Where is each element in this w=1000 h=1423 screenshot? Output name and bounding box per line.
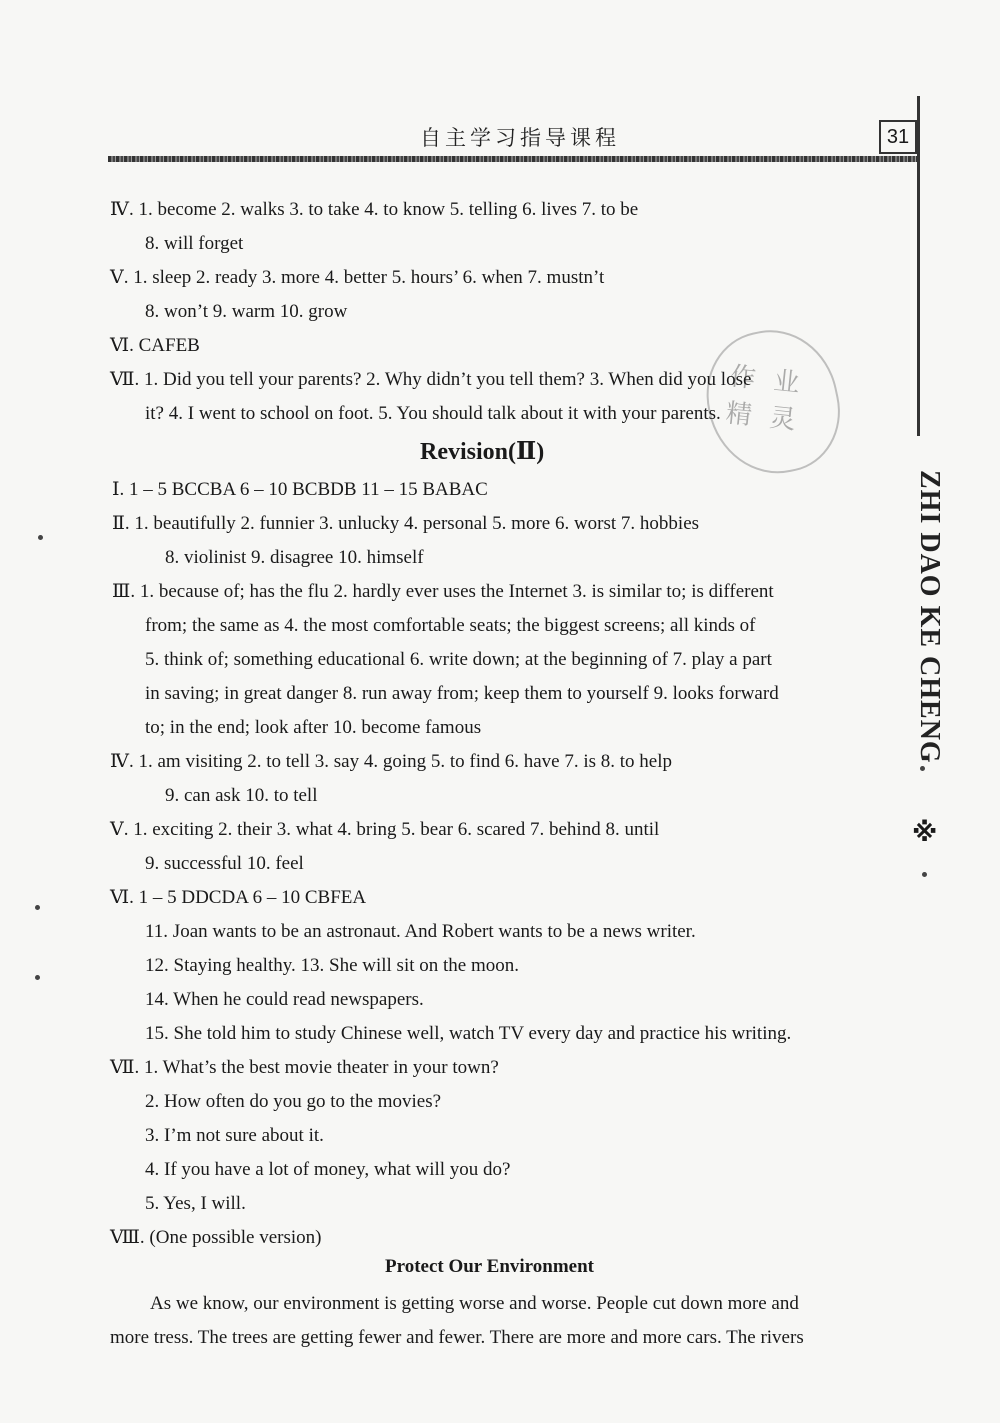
decor-dot [35,905,40,910]
essay-title: Protect Our Environment [385,1256,594,1277]
answer-line: Ⅰ. 1 – 5 BCCBA 6 – 10 BCBDB 11 – 15 BABAC [112,479,488,500]
answer-line: 8. won’t 9. warm 10. grow [145,301,348,322]
answer-line: Ⅴ. 1. sleep 2. ready 3. more 4. better 5. hours’ 6. when 7. mustn’t [110,267,605,288]
answer-line: it? 4. I went to school on foot. 5. You should talk about it with your parents. [145,403,721,424]
answer-line: 9. can ask 10. to tell [165,785,318,806]
margin-rule [917,96,920,436]
answer-line: 12. Staying healthy. 13. She will sit on the moon. [145,955,519,976]
side-ornament-icon: ※ [912,818,938,848]
answer-line: Ⅶ. 1. What’s the best movie theater in your town? [110,1057,499,1078]
side-title: ZHI DAO KE CHENG [914,470,945,764]
answer-line: 4. If you have a lot of money, what will you do? [145,1159,511,1180]
answer-line: 2. How often do you go to the movies? [145,1091,442,1112]
header-rule [108,156,920,162]
answer-line: 3. I’m not sure about it. [145,1125,324,1146]
answer-line: Ⅲ. 1. because of; has the flu 2. hardly ever uses the Internet 3. is similar to; is different [112,581,774,602]
essay-line: As we know, our environment is getting worse and worse. People cut down more and [150,1293,799,1314]
decor-dot [35,975,40,980]
page-number: 31 [879,120,917,154]
page-header-title: 自主学习指导课程 [420,126,620,150]
answer-line: Ⅱ. 1. beautifully 2. funnier 3. unlucky 4. personal 5. more 6. worst 7. hobbies [112,513,700,534]
answer-line: Ⅶ. 1. Did you tell your parents? 2. Why didn’t you tell them? 3. When did you lose [110,369,752,390]
essay-line: more tress. The trees are getting fewer and fewer. There are more and more cars. The rivers [110,1327,804,1348]
watermark-text: 作业精灵 [724,361,819,438]
decor-dot [38,535,43,540]
answer-line: 5. think of; something educational 6. write down; at the beginning of 7. play a part [145,649,772,670]
answer-line: Ⅳ. 1. am visiting 2. to tell 3. say 4. going 5. to find 6. have 7. is 8. to help [110,751,673,772]
answer-line: to; in the end; look after 10. become famous [145,717,482,738]
decor-dot [920,766,925,771]
decor-dot [922,872,927,877]
answer-line: Ⅷ. (One possible version) [110,1227,322,1248]
answer-line: in saving; in great danger 8. run away from; keep them to yourself 9. looks forward [145,683,779,704]
answer-line: Ⅵ. CAFEB [110,335,200,356]
answer-line: Ⅵ. 1 – 5 DDCDA 6 – 10 CBFEA [110,887,367,908]
answer-line: from; the same as 4. the most comfortable seats; the biggest screens; all kinds of [145,615,756,636]
answer-line: 8. will forget [145,233,244,254]
answer-line: 9. successful 10. feel [145,853,304,874]
answer-line: 11. Joan wants to be an astronaut. And Robert wants to be a news writer. [145,921,696,942]
answer-line: 8. violinist 9. disagree 10. himself [165,547,424,568]
answer-line: 15. She told him to study Chinese well, watch TV every day and practice his writing. [145,1023,792,1044]
revision-heading: Revision(Ⅱ) [420,439,545,465]
answer-line: 5. Yes, I will. [145,1193,246,1214]
answer-line: Ⅴ. 1. exciting 2. their 3. what 4. bring 5. bear 6. scared 7. behind 8. until [110,819,660,840]
answer-line: Ⅳ. 1. become 2. walks 3. to take 4. to know 5. telling 6. lives 7. to be [110,199,639,220]
answer-line: 14. When he could read newspapers. [145,989,424,1010]
